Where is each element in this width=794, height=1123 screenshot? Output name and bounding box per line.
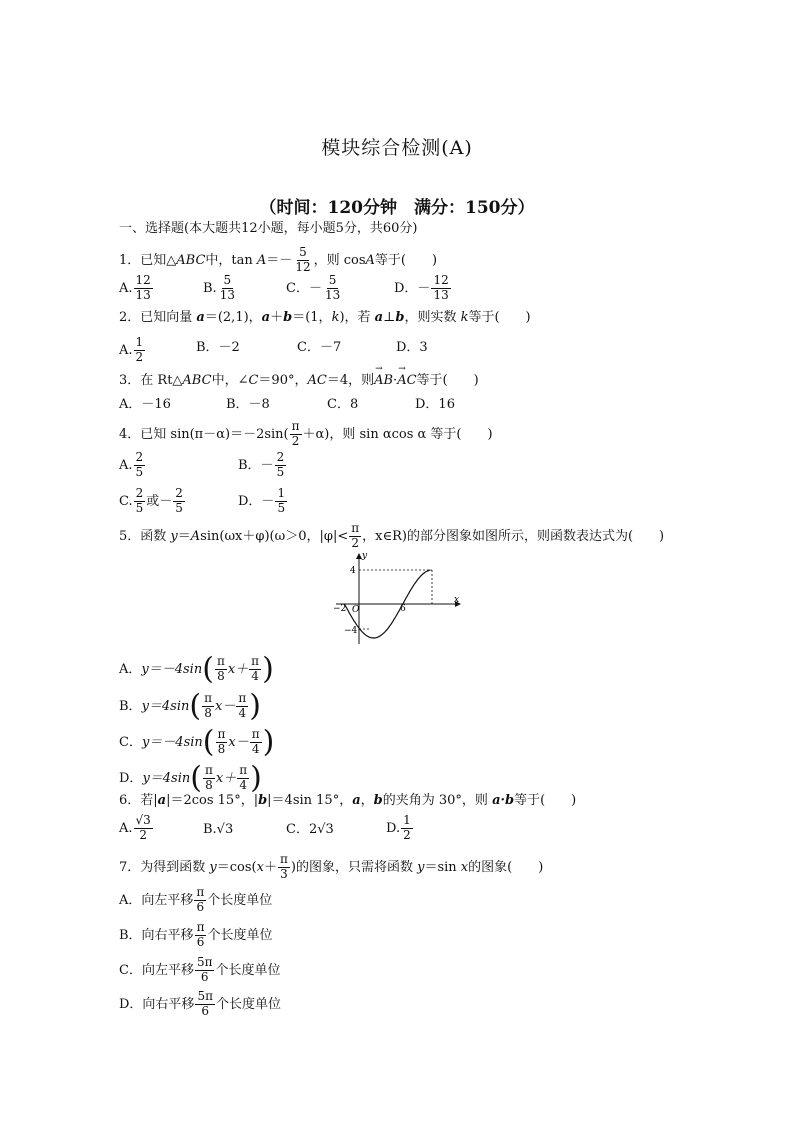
q1-option-c[interactable]: C．－ $\frac{5}{13}$ [286, 273, 341, 302]
q2-option-a[interactable]: A. $\frac{1}{2}$ [119, 335, 144, 364]
x-axis-label: x [454, 595, 460, 605]
question-4: 4．已知 sin(π－α)＝－2sin( $\frac{\pi}{2}$ ＋α)，则 sin αcos α 等于( ) [119, 419, 493, 448]
q3-option-d[interactable]: D．16 [415, 397, 455, 412]
q7-option-a[interactable]: A．向左平移 $\frac{\pi}{6}$ 个长度单位 [119, 885, 273, 914]
question-1: 1．已知△ABC中，tan A＝－ $\frac{5}{12}$ ，则 cosA等于( ) [119, 245, 438, 274]
q4-option-b[interactable]: B．－ $\frac{2}{5}$ [238, 450, 285, 479]
q3-option-b[interactable]: B．－8 [226, 397, 270, 412]
q1-option-b[interactable]: B. $\frac{5}{13}$ [203, 273, 235, 302]
section-heading: 一、选择题(本大题共12小题，每小题5分，共60分) [119, 221, 418, 236]
q4-option-a[interactable]: A. $\frac{2}{5}$ [119, 450, 144, 479]
q4-option-c[interactable]: C. $\frac{2}{5}$ 或－ $\frac{2}{5}$ [119, 486, 183, 515]
q4-option-d[interactable]: D．－ $\frac{1}{5}$ [238, 486, 286, 515]
y-max-label: 4 [350, 566, 356, 576]
origin-label: O [352, 605, 360, 615]
q5-option-b[interactable]: B．y＝4sin( $\frac{\pi}{8}$ x－ $\frac{\pi}{4}$ ) [119, 688, 261, 724]
q6-option-d[interactable]: D. $\frac{1}{2}$ [386, 813, 411, 842]
y-min-label: −4 [344, 626, 358, 636]
q2-option-d[interactable]: D．3 [396, 340, 428, 355]
q5-option-a[interactable]: A．y＝－4sin( $\frac{\pi}{8}$ x＋ $\frac{\pi}{4}$ ) [119, 651, 274, 687]
page-subtitle: （时间：120分钟 满分：150分） [259, 198, 535, 218]
q1-option-d[interactable]: D．－ $\frac{12}{13}$ [394, 273, 449, 302]
q7-option-d[interactable]: D．向右平移 $\frac{5\pi}{6}$ 个长度单位 [119, 989, 281, 1018]
q6-option-a[interactable]: A. $\frac{√3}{2}$ [119, 813, 151, 842]
page-title: 模块综合检测(A) [321, 137, 473, 159]
question-5: 5．函数 y＝Asin(ωx＋φ)(ω＞0，|φ|< $\frac{\pi}{2}$ ，x∈R)的部分图象如图所示，则函数表达式为( ) [119, 521, 665, 550]
x-pos-label: 6 [400, 604, 406, 614]
q5-option-c[interactable]: C．y＝－4sin( $\frac{\pi}{8}$ x－ $\frac{\pi}{4}$ ) [119, 724, 275, 760]
x-neg-label: −2 [333, 604, 347, 614]
q7-option-b[interactable]: B．向右平移 $\frac{\pi}{6}$ 个长度单位 [119, 920, 273, 949]
q3-option-c[interactable]: C．8 [327, 397, 359, 412]
q1-option-a[interactable]: A. $\frac{12}{13}$ [119, 273, 151, 302]
q2-option-c[interactable]: C．－7 [297, 340, 342, 355]
q6-option-c[interactable]: C．2√3 [286, 822, 334, 837]
question-7: 7．为得到函数 y＝cos(x＋ $\frac{\pi}{3}$ )的图象，只需将函数 y＝sin x的图象( ) [119, 852, 544, 881]
question-6: 6．若|a|＝2cos 15°，|b|＝4sin 15°，a，b的夹角为 30°，则 a·b等于( ) [119, 793, 577, 808]
question-2: 2．已知向量 a＝(2,1)，a＋b＝(1，k)，若 a⊥b，则实数 k等于( ) [119, 310, 531, 325]
y-axis-label: y [362, 551, 368, 561]
q2-option-b[interactable]: B．－2 [196, 340, 240, 355]
q6-option-b[interactable]: B.√3 [203, 822, 234, 837]
q5-option-d[interactable]: D．y＝4sin( $\frac{\pi}{8}$ x＋ $\frac{\pi}{4}$ ) [119, 760, 262, 796]
q7-option-c[interactable]: C．向左平移 $\frac{5\pi}{6}$ 个长度单位 [119, 955, 281, 984]
sine-graph [328, 548, 468, 648]
question-3: 3．在 Rt△ABC中，∠C＝90°，AC＝4，则→ AB·→ AC等于( ) [119, 374, 479, 387]
q3-option-a[interactable]: A．－16 [119, 397, 171, 412]
